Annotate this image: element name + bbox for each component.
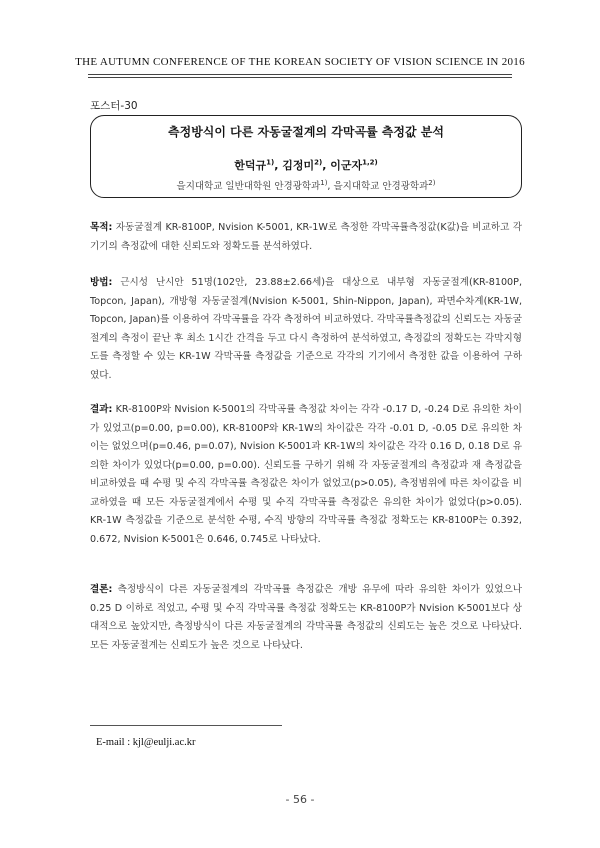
email-footnote: E-mail : kjl@eulji.ac.kr xyxy=(96,737,196,748)
methods-section xyxy=(90,274,522,385)
author-name: 김정미 xyxy=(282,159,315,172)
results-section xyxy=(90,401,522,549)
conclusion-section xyxy=(90,581,522,655)
author-name: 한덕규 xyxy=(234,159,267,172)
affiliation-mark: 1) xyxy=(320,178,328,187)
page-number: - 56 - xyxy=(285,793,315,806)
purpose-text: 자동굴절계 KR-8100P, Nvision K-5001, KR-1W로 측정한 각막곡률측정값(K값)을 비교하고 각 기기의 측정값에 대한 신뢰도와 정확도를 분석하였다. xyxy=(90,222,522,252)
methods-text: 근시성 난시안 51명(102안, 23.88±2.66세)을 대상으로 내부형 자동굴절계(KR-8100P, Topcon, Japan), 개방형 자동굴절계(Nvision K-5001, Shin-Nippon, Japan), 파면수차계(KR-1W, Topcon, Japan)를 이용하여 각막곡률을 각각 측정하여 비교하였다. 각막곡률측정값의 신뢰도는 자동굴절계의 측정이 끝난 후 최소 1시간 간격을 두고 다시 측정하여 분석하였고, 측정값의 정확도는 각막지형도를 측정할 수 있는 KR-1W 각막곡률 측정값을 기준으로 각각의 기기에서 측정한 값을 이용하여 구하였다. xyxy=(90,277,522,381)
author-separator: , xyxy=(274,159,283,172)
conclusion-label: 결론: xyxy=(90,584,113,595)
author-separator: , xyxy=(322,159,331,172)
author-list xyxy=(91,157,521,173)
header-rule-top xyxy=(88,74,512,75)
author-name: 이군자 xyxy=(330,159,363,172)
results-text: KR-8100P와 Nvision K-5001의 각막곡률 측정값 차이는 각각 -0.17 D, -0.24 D로 유의한 차이가 있었고(p=0.00, p=0.00), KR-8100P와 KR-1W의 차이값은 각각 -0.01 D, -0.05 D로 유의한 차이는 없었으며(p=0.46, p=0.07), Nvision K-5001과 KR-1W의 차이값은 각각 0.16 D, 0.18 D로 유의한 차이가 있었다(p=0.00, p=0.00). 신뢰도를 구하기 위해 각 자동굴절계의 측정값과 재 측정값을 비교하였을 때 수평 및 수직 각막곡률 측정값은 차이가 없었고(p>0.05), 측정범위에 따른 차이값을 비교하였을 때 모든 자동굴절계에서 수평 및 수직 각막곡률 측정값은 유의한 차이가 없었다(p>0.05). KR-1W 측정값을 기준으로 분석한 수평, 수직 방향의 각막곡률 측정값 정확도는 KR-8100P는 0.392, 0.672, Nvision K-5001은 0.646, 0.745로 나타났다. xyxy=(90,404,523,545)
header-rule-bottom xyxy=(88,77,512,78)
conference-header: THE AUTUMN CONFERENCE OF THE KOREAN SOCIETY OF VISION SCIENCE IN 2016 xyxy=(75,56,525,68)
purpose-label: 목적: xyxy=(90,222,113,233)
author-affiliation-mark: 1) xyxy=(266,158,275,167)
poster-number: 포스터-30 xyxy=(90,100,138,112)
title-box xyxy=(90,115,522,198)
purpose-section xyxy=(90,219,522,256)
conclusion-text: 측정방식이 다른 자동굴절계의 각막곡률 측정값은 개방 유무에 따라 유의한 차이가 있었으나 0.25 D 이하로 적었고, 수평 및 수직 각막곡률 측정값 정확도는 KR-8100P가 Nvision K-5001보다 상대적으로 높았지만, 측정방식이 다른 자동굴절계의 각막곡률 측정값의 신뢰도는 높은 것으로 나타났다. 모든 자동굴절계는 신뢰도가 높은 것으로 나타났다. xyxy=(90,584,522,651)
author-affiliation-mark: 2) xyxy=(314,158,323,167)
affiliation-name: 을지대학교 일반대학원 안경광학과 xyxy=(176,181,321,192)
affiliation-list xyxy=(91,178,521,192)
footnote-rule xyxy=(90,725,282,726)
affiliation-separator: , xyxy=(327,181,334,192)
affiliation-mark: 2) xyxy=(428,178,436,187)
affiliation-name: 을지대학교 안경광학과 xyxy=(333,181,429,192)
author-affiliation-mark: 1,2) xyxy=(362,158,378,167)
paper-title: 측정방식이 다른 자동굴절계의 각막곡률 측정값 분석 xyxy=(168,125,444,139)
methods-label: 방법: xyxy=(90,277,113,288)
results-label: 결과: xyxy=(90,404,113,415)
